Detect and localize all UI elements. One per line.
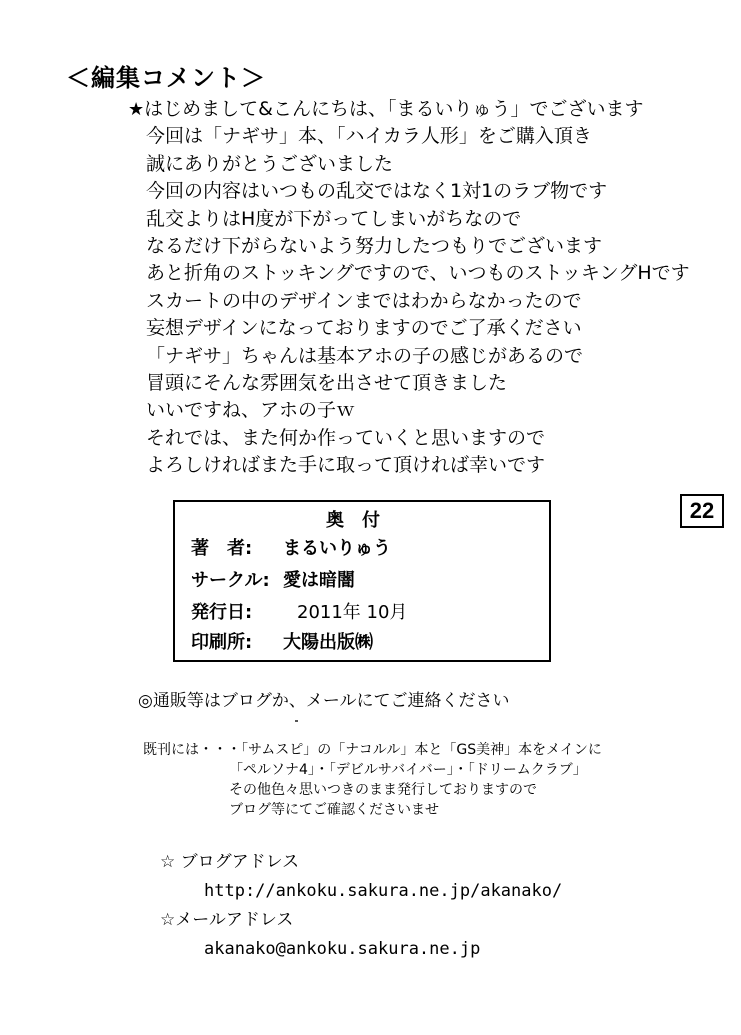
comment-line: ★はじめまして&こんにちは、「まるいりゅう」でございます xyxy=(128,98,644,120)
colophon-value: 大陽出版㈱ xyxy=(283,632,373,653)
mail-address-link[interactable]: akanako@ankoku.sakura.ne.jp xyxy=(204,939,481,959)
colophon-box xyxy=(173,500,551,662)
comment-line: 乱交よりはH度が下がってしまいがちなので xyxy=(146,207,522,230)
editor-comment xyxy=(128,96,690,480)
comment-line: よろしければまた手に取って頂ければ幸いです xyxy=(146,454,546,477)
comment-line: 今回の内容はいつもの乱交ではなく1対1のラブ物です xyxy=(146,180,608,203)
comment-line: スカートの中のデザインまではわからなかったので xyxy=(146,289,582,312)
previous-works-line: ブログ等にてご確認くださいませ xyxy=(229,802,439,818)
colophon-row-printer xyxy=(191,628,373,654)
colophon-value: 愛は暗闇 xyxy=(283,570,355,591)
comment-line: 誠にありがとうございました xyxy=(146,152,394,175)
previous-works-line: 「ペルソナ4」・「デビルサバイバー」・「ドリームクラブ」 xyxy=(229,762,587,778)
colophon-row-circle xyxy=(191,566,355,592)
previous-works xyxy=(143,740,602,820)
colophon-value: 2011年 10月 xyxy=(297,602,408,623)
star-icon: ★ xyxy=(128,99,145,120)
previous-works-line: 既刊には・・・「サムスピ」の「ナコルル」本と「GS美神」本をメインに xyxy=(143,742,602,758)
colophon-label: サークル: xyxy=(191,570,270,591)
comment-line: あと折角のストッキングですので、いつものストッキングHです xyxy=(146,262,690,285)
contact-links xyxy=(160,848,562,964)
comment-line: 「ナギサ」ちゃんは基本アホの子の感じがあるので xyxy=(146,344,584,367)
comment-line: 冒頭にそんな雰囲気を出させて頂きました xyxy=(146,372,508,395)
colophon-row-date xyxy=(191,598,407,624)
colophon-title: 奥付 xyxy=(326,510,398,531)
colophon-label: 印刷所: xyxy=(191,632,253,653)
mail-label: ☆メールアドレス xyxy=(160,910,294,930)
stray-dot xyxy=(295,720,298,722)
comment-line: 今回は「ナギサ」本、「ハイカラ人形」をご購入頂き xyxy=(146,125,592,148)
colophon-label: 発行日: xyxy=(191,602,253,623)
colophon-row-author xyxy=(191,534,391,560)
page-number: 22 xyxy=(680,494,724,528)
colophon-label: 著 者: xyxy=(191,538,253,559)
blog-label: ☆ ブログアドレス xyxy=(160,852,300,872)
previous-works-line: その他色々思いつきのまま発行しておりますので xyxy=(229,782,537,798)
contact-note: ◎通販等はブログか、メールにてご連絡ください xyxy=(138,691,510,711)
section-heading: ＜編集コメント＞ xyxy=(66,64,266,92)
comment-line: なるだけ下がらないよう努力したつもりでございます xyxy=(146,235,603,258)
comment-line: 妄想デザインになっておりますのでご了承ください xyxy=(146,317,582,340)
comment-line: いいですね、アホの子ｗ xyxy=(146,399,356,422)
blog-url-link[interactable]: http://ankoku.sakura.ne.jp/akanako/ xyxy=(204,881,563,901)
colophon-value: まるいりゅう xyxy=(283,538,391,559)
comment-line: それでは、また何か作っていくと思いますので xyxy=(146,426,546,449)
